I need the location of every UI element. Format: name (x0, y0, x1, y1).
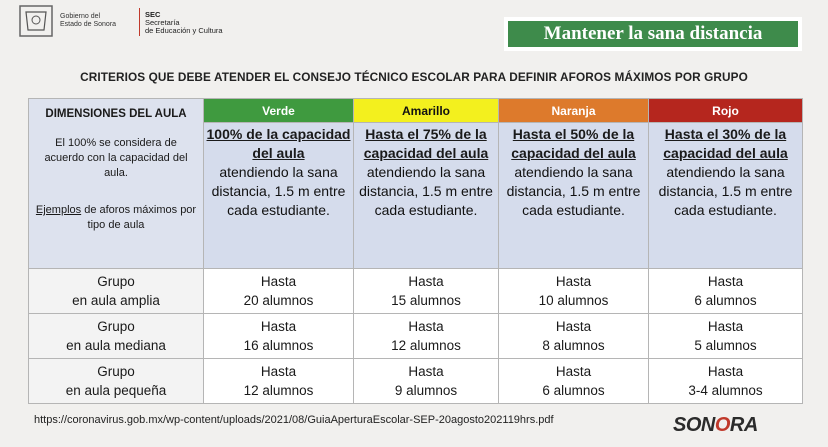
row-label-line1: Grupo (97, 274, 135, 289)
row-label (29, 314, 204, 359)
row-label (29, 359, 204, 404)
cell-value: 15 alumnos (391, 293, 461, 308)
column-verde: Verde (204, 99, 354, 123)
table-cell (354, 314, 499, 359)
table-cell (354, 269, 499, 314)
dimensions-title: DIMENSIONES DEL AULA (45, 108, 187, 120)
criteria-amarillo-text: atendiendo la sana distancia, 1.5 m entre cada estudiante. (359, 164, 493, 218)
gob-line2: Estado de Sonora (60, 21, 117, 28)
header-row (29, 99, 803, 123)
gob-line1: Gobierno del (60, 13, 101, 20)
hasta-label: Hasta (260, 274, 297, 289)
gob-label (60, 13, 116, 29)
logo-part-a: SON (673, 414, 715, 436)
row-label-line2: en aula pequeña (65, 383, 167, 398)
criteria-verde-text: atendiendo la sana distancia, 1.5 m entre cada estudiante. (211, 164, 346, 218)
sec-line2: Secretaría (145, 18, 180, 27)
sec-label (145, 11, 223, 35)
logo-part-b: RA (729, 414, 758, 436)
column-amarillo: Amarillo (354, 99, 499, 123)
cell-value: 10 alumnos (538, 293, 609, 308)
table-cell (204, 269, 354, 314)
criteria-rojo-percent: Hasta el 30% de la capacidad del aula (663, 126, 788, 161)
state-seal-icon (18, 4, 54, 38)
hasta-label: Hasta (707, 274, 744, 289)
hasta-label: Hasta (707, 364, 744, 379)
criteria-naranja-percent: Hasta el 50% de la capacidad del aula (511, 126, 636, 161)
table-cell (354, 359, 499, 404)
table-cell (204, 314, 354, 359)
cell-value: 6 alumnos (694, 293, 757, 308)
hasta-label: Hasta (260, 364, 297, 379)
table-cell (499, 269, 649, 314)
criteria-amarillo (354, 123, 499, 269)
header-divider (139, 8, 140, 36)
criteria-verde (204, 123, 354, 269)
cell-value: 5 alumnos (694, 338, 757, 353)
examples-word: Ejemplos (35, 204, 82, 216)
page-subtitle: CRITERIOS QUE DEBE ATENDER EL CONSEJO TÉCNICO ESCOLAR PARA DEFINIR AFOROS MÁXIMOS POR GRUPO (80, 70, 748, 84)
hasta-label: Hasta (555, 274, 592, 289)
row-label-line2: en aula mediana (66, 338, 166, 353)
criteria-rojo-text: atendiendo la sana distancia, 1.5 m entre cada estudiante. (658, 164, 793, 218)
table-cell (649, 359, 803, 404)
cell-value: 12 alumnos (391, 338, 461, 353)
table-cell (499, 314, 649, 359)
row-label-line1: Grupo (97, 364, 135, 379)
column-rojo: Rojo (649, 99, 803, 123)
dimensions-cell (29, 99, 204, 269)
hasta-label: Hasta (707, 319, 744, 334)
criteria-rojo (649, 123, 803, 269)
criteria-naranja-text: atendiendo la sana distancia, 1.5 m entre cada estudiante. (506, 164, 641, 218)
examples-rest: de aforos máximos por tipo de aula (81, 204, 197, 231)
criteria-naranja (499, 123, 649, 269)
table-cell (204, 359, 354, 404)
hasta-label: Hasta (408, 274, 444, 289)
source-url[interactable]: https://coronavirus.gob.mx/wp-content/uploads/2021/08/GuiaAperturaEscolar-SEP-20agosto202119hrs.pdf (34, 414, 554, 426)
header (0, 0, 828, 60)
cell-value: 20 alumnos (243, 293, 314, 308)
hasta-label: Hasta (555, 364, 592, 379)
hasta-label: Hasta (408, 364, 444, 379)
logo-part-o: O (714, 414, 730, 436)
sonora-logo (673, 414, 758, 437)
table-row (29, 314, 803, 359)
column-naranja: Naranja (499, 99, 649, 123)
criteria-table (28, 98, 803, 404)
hasta-label: Hasta (408, 319, 444, 334)
cell-value: 3-4 alumnos (688, 383, 763, 398)
row-label-line1: Grupo (97, 319, 135, 334)
cell-value: 16 alumnos (243, 338, 314, 353)
table-row (29, 269, 803, 314)
cell-value: 6 alumnos (542, 383, 605, 398)
table-cell (649, 314, 803, 359)
sec-line1: SEC (145, 10, 161, 19)
dimensions-note: El 100% se considera de acuerdo con la capacidad del aula. (44, 137, 188, 179)
criteria-verde-percent: 100% de la capacidad del aula (206, 126, 351, 161)
row-label (29, 269, 204, 314)
cell-value: 9 alumnos (394, 383, 458, 398)
sec-line3: de Educación y Cultura (145, 26, 223, 35)
table-cell (649, 269, 803, 314)
table-cell (499, 359, 649, 404)
banner (504, 17, 802, 51)
table-row (29, 359, 803, 404)
hasta-label: Hasta (555, 319, 592, 334)
dimensions-examples (35, 203, 197, 233)
criteria-amarillo-percent: Hasta el 75% de la capacidad del aula (363, 126, 489, 161)
hasta-label: Hasta (260, 319, 297, 334)
row-label-line2: en aula amplia (72, 293, 160, 308)
banner-title: Mantener la sana distancia (508, 21, 798, 47)
cell-value: 8 alumnos (542, 338, 605, 353)
cell-value: 12 alumnos (243, 383, 314, 398)
